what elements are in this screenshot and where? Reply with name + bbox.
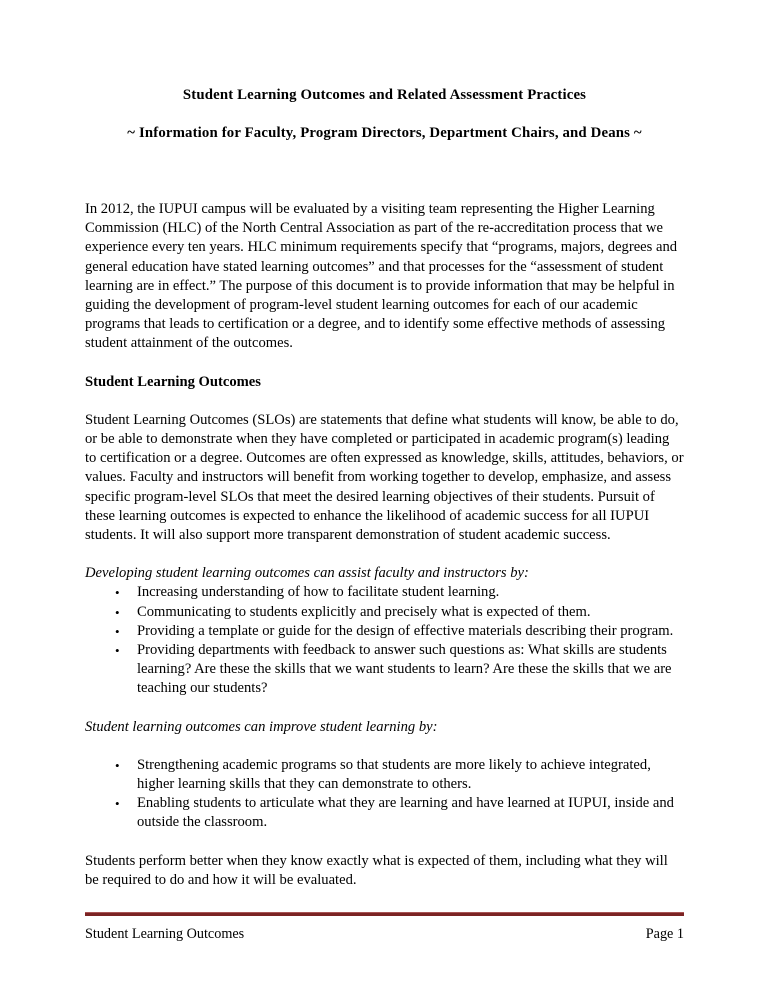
footer-page-number: Page 1 <box>645 926 684 942</box>
page-footer <box>85 912 684 944</box>
list-item: • Strengthening academic programs so that students are more likely to achieve integrated, higher learning skills that they can demonstrate to others. <box>85 756 684 794</box>
spacer-before-list-two-lead <box>85 699 684 718</box>
page-subtitle: ~ Information for Faculty, Program Directors, Department Chairs, and Deans ~ <box>127 125 642 141</box>
bullet-list-one <box>85 583 684 698</box>
list-item: • Providing a template or guide for the design of effective materials describing their program. <box>85 622 684 641</box>
list-item: • Communicating to students explicitly and precisely what is expected of them. <box>85 603 684 622</box>
spacer-before-closing <box>85 833 684 852</box>
spacer-before-section-heading <box>85 354 684 373</box>
closing-paragraph: Students perform better when they know exactly what is expected of them, including what they will be required to do and how it will be evaluated. <box>85 852 668 888</box>
page-title: Student Learning Outcomes and Related Assessment Practices <box>182 87 587 103</box>
footer-document-label: Student Learning Outcomes <box>85 926 245 942</box>
spacer-before-list-two <box>85 737 684 756</box>
spacer-after-subtitle <box>85 143 684 181</box>
list-item: • Increasing understanding of how to facilitate student learning. <box>85 583 684 602</box>
section-heading-student-learning-outcomes: Student Learning Outcomes <box>85 373 261 390</box>
footer-row <box>85 916 684 944</box>
spacer-before-intro <box>85 181 684 200</box>
list-item: • Enabling students to articulate what they are learning and have learned at IUPUI, inside and outside the classroom. <box>85 794 684 832</box>
section-paragraph: Student Learning Outcomes (SLOs) are statements that define what students will know, be able to do, or be able to demonstrate when they have completed or participated in academic program(s) leading to certification or a degree. Outcomes are often expressed as knowledge, skills, attitudes, behaviors, or values. Faculty and instructors will benefit from working together to develop, emphasize, and assess specific program-level SLOs that meet the desired learning objectives of their students. Pursuit of these learning outcomes is expected to enhance the likelihood of academic success for all IUPUI students. It will also support more transparent demonstration of student academic success. <box>85 411 684 544</box>
intro-paragraph: In 2012, the IUPUI campus will be evaluated by a visiting team representing the Higher Learning Commission (HLC) of the North Central Association as part of the re-accreditation process that we experience every ten years. HLC minimum requirements specify that “programs, majors, degrees and general education have stated learning outcomes” and that processes for the “assessment of student learning are in effect.” The purpose of this document is to provide information that may be helpful in guiding the development of program-level student learning outcomes for each of our academic programs that leads to certification or a degree, and to identify some effective methods of assessing student attainment of the outcomes. <box>85 201 678 352</box>
spacer-after-section-heading <box>85 392 684 411</box>
spacer-before-list-one <box>85 545 684 564</box>
list-item: • Providing departments with feedback to answer such questions as: What skills are students learning? Are these the skills that we want students to learn? Are these the skills that we are teaching our students? <box>85 641 684 699</box>
list-one-lead-in: Developing student learning outcomes can assist faculty and instructors by: <box>85 565 529 582</box>
document-content <box>85 86 684 890</box>
list-two-lead-in: Student learning outcomes can improve student learning by: <box>85 718 438 735</box>
bullet-list-two <box>85 756 684 833</box>
